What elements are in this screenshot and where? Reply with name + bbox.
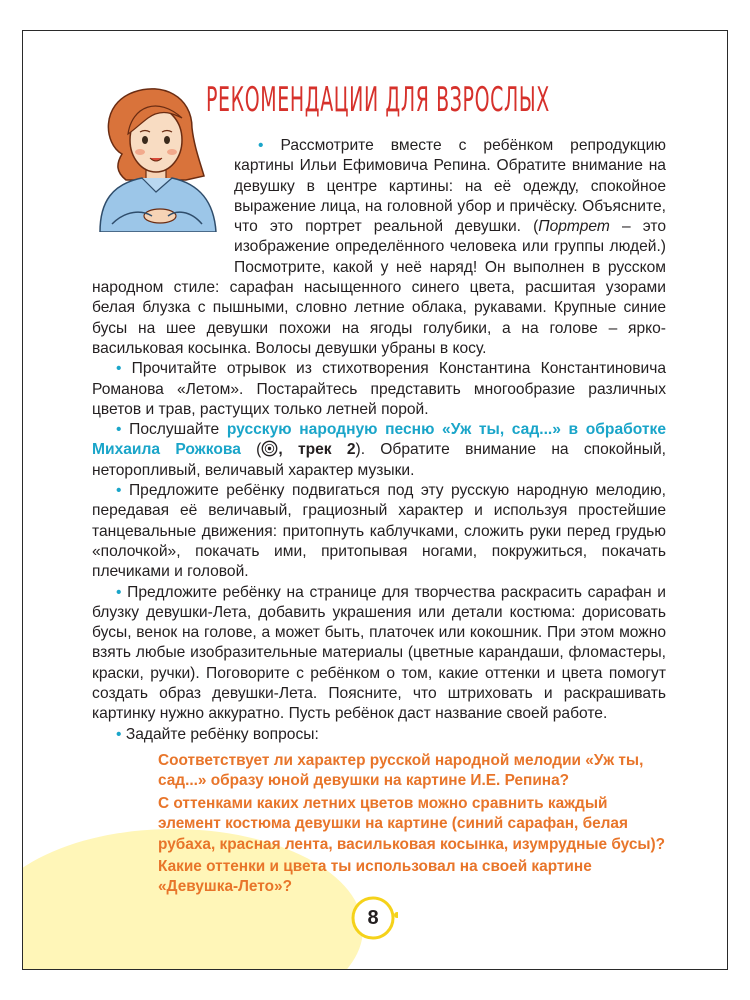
page-number: 8: [367, 907, 379, 929]
question-item: Какие оттенки и цвета ты использовал на своей картине «Девушка-Лето»?: [158, 857, 592, 896]
song-link[interactable]: русскую народную песню «Уж ты, сад...» в обработке Михаила Рожкова: [92, 421, 666, 459]
bullet-icon: •: [258, 137, 264, 154]
bullet-icon: •: [116, 725, 122, 743]
bullet-icon: •: [116, 360, 122, 378]
illustration-space: [92, 136, 234, 260]
bullet-icon: •: [116, 482, 122, 500]
paragraph-song: • Послушайте русскую народную песню «Уж ты, сад...» в обработке Михаила Рожкова ( , трек 2). Обратите внимание на спокойный, неторопливый, величавый характер музыки.: [92, 421, 667, 479]
question-item: Соответствует ли характер русской народной мелодии «Уж ты, сад...» образу юной девушки на картине И.Е. Репина?: [158, 751, 644, 790]
bullet-icon: •: [116, 421, 122, 439]
paragraph-painting: • Рассмотрите вместе с ребёнком репродукцию картины Ильи Ефимовича Репина. Обратите внимание на девушку в центре картины: на её одежду, спокойное выражение лица, на головной убор и причёску. Объясните, что это портрет реальной девушки. (Портрет – это изображение определённого человека или группы людей.) Посмотрите, какой у неё наряд! Он выполнен в русском народном стиле: сарафан насыщенного синего цвета, расшитая узорами белая блузка с пышными, словно летние облака, рукавами. Крупные синие бусы на шее девушки похожи на ягоды голубики, а на голове – ярко-васильковая косынка. Волосы девушки убраны в косу.: [92, 137, 666, 357]
question-item: С оттенками каких летних цветов можно сравнить каждый элемент костюма девушки на картине (синий сарафан, белая рубаха, красная лента, васильковая косынка, изумрудные бусы)?: [158, 794, 666, 853]
paragraph-coloring: • Предложите ребёнку на странице для творчества раскрасить сарафан и блузку девушки-Лета, добавить украшения или детали костюма: дорисовать бусы, венок на голове, а может быть, платочек или кокошник. При этом можно взять любые изобразительные материалы (цветные карандаши, фломастеры, краски, ручки). Поговорите с ребёнком о том, какие оттенки и цвета помогут создать образ девушки-Лета. Поясните, что штриховать и раскрашивать картинку нужно аккуратно. Пусть ребёнок даст название своей работе.: [92, 583, 666, 723]
page-title: РЕКОМЕНДАЦИИ ДЛЯ ВЗРОСЛЫХ: [206, 80, 550, 120]
cd-disc-icon: [261, 440, 278, 457]
paragraph-poem: • Прочитайте отрывок из стихотворения Константина Константиновича Романова «Летом». Постарайтесь представить многообразие различных цветов и трав, растущих только летней порой.: [92, 360, 667, 418]
page-number-badge: [348, 893, 398, 943]
paragraph-dance: • Предложите ребёнку подвигаться под эту русскую народную мелодию, передавая её величавый, грациозный характер и используя простейшие танцевальные движения: притопнуть каблучками, сложить руки перед грудью «полочкой», покачать ими, притопывая ногами, покружиться, покачать плечиками и головой.: [92, 482, 666, 581]
questions-list: [158, 751, 666, 898]
article-text: [92, 136, 666, 900]
paragraph-questions-intro: • Задайте ребёнку вопросы:: [116, 725, 319, 743]
bullet-icon: •: [116, 583, 122, 601]
